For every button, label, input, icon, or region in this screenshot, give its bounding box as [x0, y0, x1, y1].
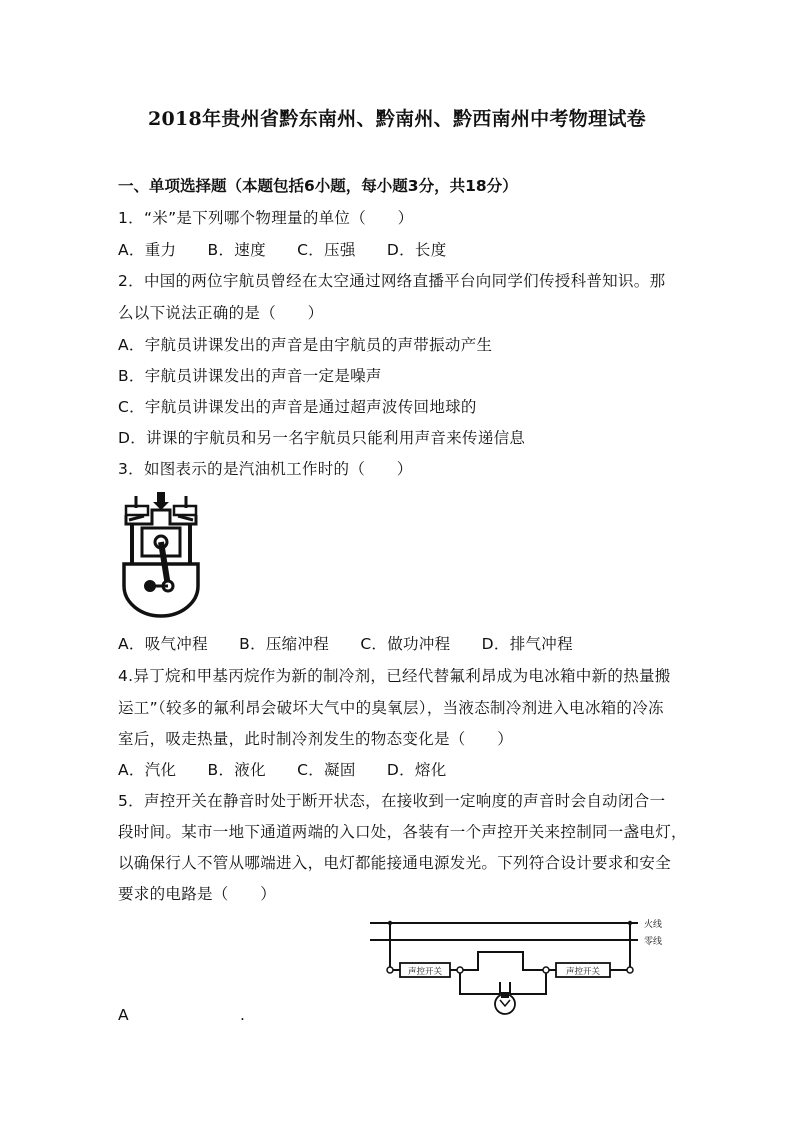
q5-option-a-dot: . — [240, 1006, 246, 1024]
q4-line1: 4.异丁烷和甲基丙烷作为新的制冷剂，已经代替氟利昂成为电冰箱中新的热量搬 — [118, 667, 671, 685]
neutral-wire-label: 零线 — [644, 937, 663, 947]
q3-option-b[interactable]: B．压缩冲程 — [239, 635, 330, 653]
q5-line3: 以确保行人不管从哪端进入，电灯都能接通电源发光。下列符合设计要求和安全 — [118, 854, 672, 872]
q4-option-d[interactable]: D．熔化 — [386, 761, 447, 779]
q2-option-c[interactable]: C．宇航员讲课发出的声音是通过超声波传回地球的 — [118, 398, 477, 416]
section-heading: 一、单项选择题（本题包括6小题，每小题3分，共18分） — [118, 177, 518, 195]
q1-option-a[interactable]: A．重力 — [118, 241, 177, 259]
q2-option-d[interactable]: D．讲课的宇航员和另一名宇航员只能利用声音来传递信息 — [118, 429, 526, 447]
bulb-icon — [495, 992, 515, 1014]
q3-stem: 3．如图表示的是汽油机工作时的（ ） — [118, 460, 413, 478]
live-wire-label: 火线 — [644, 920, 663, 930]
q1-option-c[interactable]: C．压强 — [297, 241, 356, 259]
q1-options — [118, 238, 473, 260]
q2-stem-line2: 么以下说法正确的是（ ） — [118, 304, 324, 322]
q2-option-a[interactable]: A．宇航员讲课发出的声音是由宇航员的声带振动产生 — [118, 336, 493, 354]
q1-stem: 1．“米”是下列哪个物理量的单位（ ） — [118, 209, 414, 227]
q4-option-b[interactable]: B．液化 — [207, 761, 266, 779]
q1-option-b[interactable]: B．速度 — [207, 241, 266, 259]
exam-title: 2018年贵州省黔东南州、黔南州、黔西南州中考物理试卷 — [148, 108, 646, 130]
q3-option-c[interactable]: C．做功冲程 — [360, 635, 451, 653]
q5-line2: 段时间。某市一地下通道两端的入口处，各装有一个声控开关来控制同一盏电灯， — [118, 823, 687, 841]
q4-options — [118, 758, 473, 780]
q5-line1: 5．声控开关在静音时处于断开状态，在接收到一定响度的声音时会自动闭合一 — [118, 792, 666, 810]
engine-diagram-svg — [120, 490, 202, 618]
q4-option-c[interactable]: C．凝固 — [297, 761, 356, 779]
q5-line4: 要求的电路是（ ） — [118, 885, 277, 903]
right-switch-label: 声控开关 — [565, 967, 601, 977]
q2-option-b[interactable]: B．宇航员讲课发出的声音一定是噪声 — [118, 367, 382, 385]
q1-option-d[interactable]: D．长度 — [386, 241, 447, 259]
q3-options — [118, 632, 599, 654]
q2-stem-line1: 2．中国的两位宇航员曾经在太空通过网络直播平台向同学们传授科普知识。那 — [118, 272, 666, 290]
q4-line3: 室后，吸走热量，此时制冷剂发生的物态变化是（ ） — [118, 730, 514, 748]
left-switch-label: 声控开关 — [407, 967, 443, 977]
circuit-figure — [368, 914, 680, 1024]
engine-figure — [120, 490, 202, 618]
q5-option-a[interactable]: A — [118, 1006, 129, 1024]
q3-option-a[interactable]: A．吸气冲程 — [118, 635, 208, 653]
q4-option-a[interactable]: A．汽化 — [118, 761, 177, 779]
q4-line2: 运工”（较多的氟利昂会破坏大气中的臭氧层），当液态制冷剂进入电冰箱的冷冻 — [118, 699, 664, 717]
q3-option-d[interactable]: D．排气冲程 — [481, 635, 573, 653]
circuit-diagram-svg — [368, 914, 680, 1024]
